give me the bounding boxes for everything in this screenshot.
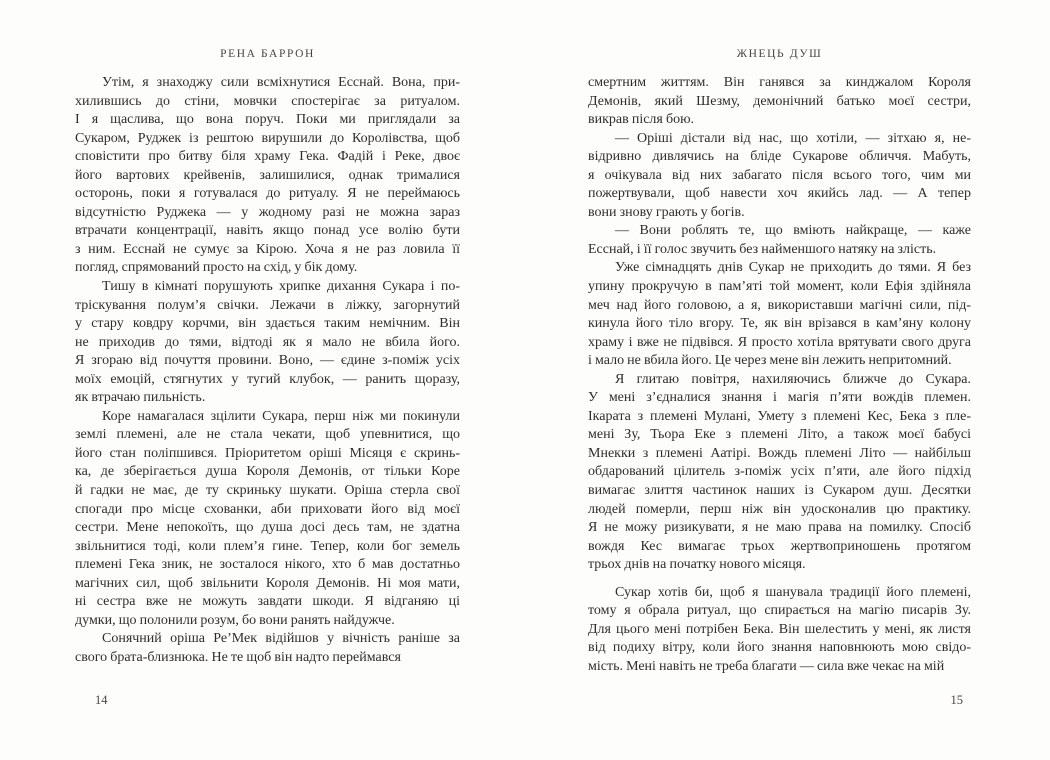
text-line: Я не можу ризикувати, я не маю права на помилку. Спосіб (588, 520, 971, 536)
paragraph (588, 259, 971, 370)
text-line: тріскування полум’я свічки. Лежачи в ліжку, загорнутий (75, 297, 460, 313)
text-line: Мнекки з племені Аатірі. Вождь племені Літо — найбільш (588, 445, 971, 461)
text-line: мені Зу, Тьора Еке з племені Літо, а також моєї бабусі (588, 427, 971, 443)
text-line: Сонячний оріша Ре’Мек відійшов у вічність раніше за (102, 631, 460, 647)
text-line: пожертвували, щоб навести хоч якийсь лад. — А тепер (588, 186, 971, 202)
text-line: я очікувала від них забагато після всього того, чим ми (588, 167, 971, 183)
text-line: Для цього мені потрібен Бека. Він шелестить у мені, як листя (588, 621, 971, 637)
right-page-text (588, 74, 971, 677)
paragraph (588, 74, 971, 130)
text-line: з ним. Есснай не сумує за Кірою. Хоча я не раз ловила її (75, 241, 460, 257)
text-line: Уже сімнадцять днів Сукар не приходить до тями. Я без (615, 260, 971, 276)
text-line: думки, що полонили розум, бо вони ранять найдужче. (75, 612, 395, 628)
text-line: погляд, спрямований просто на схід, у бік дому. (75, 260, 358, 276)
text-line: й гадки не має, де ту скриньку шукати. Оріша стерла свої (75, 483, 460, 499)
text-line: його стан поліпшився. Пріоритетом оріші Місяця є скринь- (75, 445, 460, 461)
text-line: сестри. Мене непокоїть, що душа досі десь там, не здатна (75, 520, 460, 536)
text-line: Тишу в кімнаті порушують хрипке дихання Сукара і по- (102, 279, 460, 295)
text-line: Я згораю від почуття провини. Воно, — єдине з-поміж усіх (75, 353, 460, 369)
text-line: викрав після бою. (588, 112, 695, 128)
text-line: У мені з’єдналися знання і магія п’яти вождів племен. (588, 390, 971, 406)
paragraph (588, 371, 971, 575)
text-line: магічних сил, щоб звільнити Короля Демонів. Ні моя мати, (75, 575, 460, 591)
text-line: Сукар хотів би, щоб я шанувала традиції його племені, (615, 584, 971, 600)
text-line: упину прокручую в пам’яті той момент, коли Ефія здійняла (588, 279, 971, 295)
text-line: — Вони роблять те, що вміють найкраще, — каже (615, 223, 971, 239)
running-header-author: РЕНА БАРРОН (220, 48, 315, 60)
text-line: ка, де зберігається душа Короля Демонів, от тільки Коре (75, 464, 460, 480)
text-line: Я глитаю повітря, нахиляючись ближче до Сукара. (615, 371, 971, 387)
text-line: не приходив до тями, відтоді як я мало не вбила його. (75, 334, 460, 350)
text-line: відривно дивлячись на бліде Сукарове обличчя. Мабуть, (588, 149, 971, 165)
text-line: свого брата-близнюка. Не те щоб він надто переймався (75, 649, 401, 665)
paragraph (75, 278, 460, 408)
paragraph (75, 630, 460, 667)
text-line: і мало не вбила його. Це через мене він лежить непритомний. (588, 353, 952, 369)
paragraph (75, 408, 460, 631)
text-line: людей померли, перш ніж він удосконалив цю практику. (588, 501, 971, 517)
text-line: відсутністю Руджека — у жодному разі не можна зараз (75, 204, 460, 220)
left-page-text (75, 74, 460, 668)
text-line: І я щаслива, що вона поруч. Поки ми приглядали за (75, 112, 460, 128)
paragraph (588, 584, 971, 677)
text-line: у стару ковдру корчми, він здається таким немічним. Він (75, 316, 460, 332)
text-line: обдарований цілитель з-поміж усіх п’яти, але його підхід (588, 464, 971, 480)
page-number-right: 15 (950, 693, 963, 707)
text-line: храму і вже не підвівся. Я просто хотіла врятувати свого друга (588, 334, 971, 350)
text-line: спогади про місце схованки, аби приховати його від моєї (75, 501, 460, 517)
text-line: Утім, я знаходжу сили всміхнутися Есснай. Вона, при- (102, 75, 460, 90)
text-line: мість. Мені навіть не треба благати — сила вже чекає на мій (588, 658, 945, 674)
paragraph (75, 74, 460, 278)
text-line: вони знову грають у богів. (588, 204, 745, 220)
paragraph (588, 222, 971, 259)
text-line: Есснай, і її голос звучить без найменшого натяку на злість. (588, 241, 937, 257)
text-line: трьох днів на початку нового місяця. (588, 557, 806, 573)
text-line: вимагає злиття частинок наших із Сукаром душ. Десятки (588, 483, 971, 499)
running-header-title: ЖНЕЦЬ ДУШ (736, 48, 823, 60)
text-line: — Оріші дістали від нас, що хотіли, — зітхаю я, не- (615, 130, 971, 146)
text-line: Демонів, який Шезму, демонічний батько моєї сестри, (588, 93, 971, 109)
text-line: кинула його тіло вгору. Те, як він врізався в кам’яну колону (588, 316, 971, 332)
text-line: Ікарата з племені Мулані, Умету з племені Кес, Бека з пле- (588, 408, 971, 424)
text-line: племені Гека зник, не зосталося нікого, хто б мав достатньо (75, 557, 460, 573)
page-number-left: 14 (95, 693, 108, 707)
text-line: смертним життям. Він ганявся за кинджалом Короля (588, 75, 971, 90)
text-line: сповістити про битву біля храму Гека. Фадій і Реке, двоє (75, 149, 460, 165)
text-line: вождя Кес вимагає трьох жертвоприношень протягом (588, 538, 971, 554)
text-line: ні сестра вже не можуть завдати шкоди. Я відганяю ці (75, 594, 460, 610)
text-line: меч над його головою, а я, використавши магічні сили, під- (588, 297, 971, 313)
text-line: осторонь, поки я готувалася до ритуалу. Я не переймаюсь (75, 186, 460, 202)
text-line: звільнитися тоді, коли плем’я гине. Тепер, коли бог земель (75, 538, 460, 554)
paragraph (588, 130, 971, 223)
text-line: тому я обрала ритуал, що спирається на магію писарів Зу. (588, 603, 971, 619)
text-line: землі племені, але не стала чекати, щоб упевнитися, що (75, 427, 460, 443)
text-line: як втрачаю пильність. (75, 390, 206, 406)
text-line: втрачати концентрації, навіть якщо понад усе волію бути (75, 223, 460, 239)
text-line: Коре намагалася зцілити Сукара, перш ніж ми покинули (102, 408, 460, 424)
text-line: від подиху вітру, коли його знання наповнюють мою свідо- (588, 640, 971, 656)
text-line: Сукаром, Руджек із рештою вирушили до Королівства, щоб (75, 130, 460, 146)
text-line: хилившись до стіни, мовчки спостерігає за ритуалом. (75, 93, 460, 109)
text-line: моїх емоцій, стягнутих у тугий клубок, — ранить щоразу, (75, 371, 460, 387)
text-line: його вартових крейвенів, залишилися, однак трималися (75, 167, 460, 183)
